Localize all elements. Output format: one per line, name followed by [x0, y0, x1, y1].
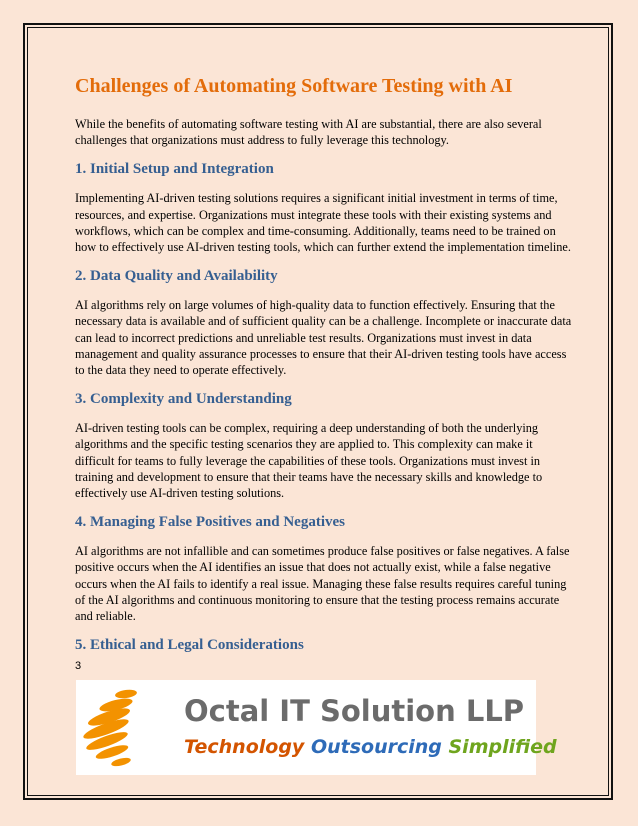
logo-tagline — [184, 736, 557, 758]
section-body-3: AI-driven testing tools can be complex, requiring a deep understanding of both the underlying algorithms and the specific testing scenarios they are applied to. This complexity can make it difficult for teams to fully leverage the capabilities of these tools. Organizations must invest in training and development to ensure that their teams have the necessary skills and knowledge to effectively use AI-driven testing solutions. — [75, 421, 543, 501]
section-heading-4: 4. Managing False Positives and Negatives — [75, 514, 345, 531]
company-logo-banner — [76, 680, 557, 775]
page-number: 3 — [75, 660, 82, 673]
section-body-4: AI algorithms are not infallible and can sometimes produce false positives or false negatives. A false positive occurs when the AI identifies an issue that does not actually exist, while a false negative occurs when the AI fails to identify a real issue. Managing these false results requires careful tuning of the AI algorithms and continuous monitoring to ensure that the testing process remains accurate and reliable. — [75, 544, 570, 624]
section-heading-2: 2. Data Quality and Availability — [75, 268, 278, 285]
section-heading-1: 1. Initial Setup and Integration — [75, 161, 274, 178]
logo-tagline-technology: Technology — [184, 736, 305, 758]
swirl-logo-icon — [76, 680, 176, 775]
logo-tagline-simplified: Simplified — [448, 736, 557, 758]
document-title: Challenges of Automating Software Testing with AI — [75, 75, 513, 97]
section-body-1: Implementing AI-driven testing solutions requires a significant initial investment in terms of time, resources, and expertise. Organizations must integrate these tools with their existing systems and workflows, which can be complex and time-consuming. Additionally, teams need to be trained on how to effectively use AI-driven testing tools, which can further extend the implementation timeline. — [75, 191, 571, 255]
logo-tagline-outsourcing: Outsourcing — [310, 736, 442, 758]
logo-company-name: Octal IT Solution LLP — [184, 694, 525, 728]
section-heading-5: 5. Ethical and Legal Considerations — [75, 637, 304, 654]
intro-paragraph: While the benefits of automating software testing with AI are substantial, there are also several challenges that organizations must address to fully leverage this technology. — [75, 117, 542, 148]
document-content — [75, 74, 573, 672]
section-body-2: AI algorithms rely on large volumes of high-quality data to function effectively. Ensuring that the necessary data is available and of sufficient quality can be a challenge. Incomplete or inaccurate data can lead to incorrect predictions and unreliable test results. Organizations must invest in data management and quality assurance processes to ensure that their AI-driven testing tools have access to the data they need to operate effectively. — [75, 298, 572, 378]
section-heading-3: 3. Complexity and Understanding — [75, 391, 292, 408]
